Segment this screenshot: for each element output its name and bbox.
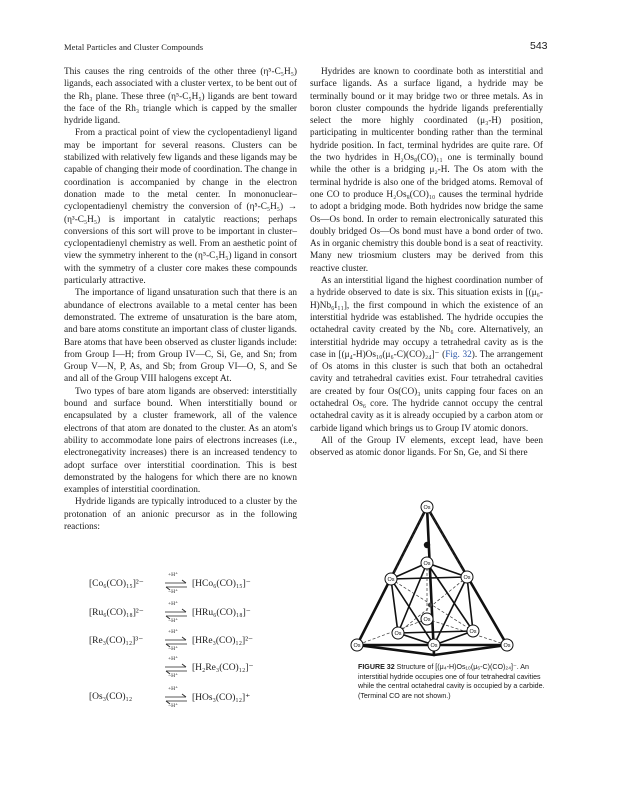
- paragraph-text: As an interstitial ligand the highest coordination number of a hydride observed to date is six. This situation exists in [(μ₆-H)Nb₆I₁₁], the first compound in which the existence of an interstitial hydride was established. The hydride occupies the octahedral cavity created by the Nb₆ core. Alternatively, an interstitial hydride may occupy a tetrahedral cavity as is the case in [(μ₄-H)Os₁₀(μ₆-C)(CO)₂₄]⁻ (: [310, 276, 543, 360]
- reverse-label: −H⁺: [168, 673, 178, 679]
- figure-link[interactable]: Fig. 32: [445, 349, 472, 360]
- reactant: [Os₃(CO)₁₂: [89, 692, 133, 702]
- os-atom-label: Os: [423, 561, 431, 567]
- product: [HRu₆(CO)₁₈]⁻: [192, 608, 251, 618]
- reactant: [Co₆(CO)₁₅]²⁻: [89, 579, 144, 589]
- os-atom-label: Os: [353, 643, 361, 649]
- paragraph: Hydrides are known to coordinate both as interstitial and surface ligands. As a surface ligand, a hydride may be terminally bound or it may bridge two or three metals. As in boron cluster compounds the hydride ligands preferentially select the more highly coordinated (μ₃-H) position, participating in multicenter bonding rather than the terminal hydride position. In fact, terminal hydrides are quite rare. Of the two hydrides in H₂Os₈(CO)₁₁ one is terminally bound while the other is a bridging μ₂-H. The Os atom with the terminal hydride is also one of the bridged atoms. Removal of one CO to produce H₂Os₈(CO)₁₀ causes the terminal hydride to adopt a bridging mode. Both hydrides now bridge the same Os—Os bond. In order to remain electronically saturated this doubly bridged Os—Os bond must have a bond order of two. As in organic chemistry this double bond is a seat of reactivity. Many new triosmium clusters may be derived from this reactive cluster.: [310, 67, 543, 274]
- forward-label: +H⁺: [168, 686, 178, 692]
- reactant: [Re₃(CO)₁₂]³⁻: [89, 636, 144, 646]
- paragraph: From a practical point of view the cyclopentadienyl ligand may be important for several reasons. Clusters can be stabilized with relatively few ligands and these ligands may be capable of changing their mode of coordination. The change in coordination is accompanied by change in the electron donation made to the metal center. In mononuclear–cyclopentadienyl chemistry the conversion of (η⁵-C₅H₅) → (η³-C₅H₅) is important in catalytic reactions; perhaps conversions of this sort will prove to be important in cluster–cyclopentadienyl chemistry as well. From an aesthetic point of view the symmetry inherent to the (η⁵-C₅H₅) ligand in consort with the symmetry of a cluster core makes these compounds particularly attractive.: [64, 128, 297, 287]
- reverse-label: −H⁺: [168, 589, 178, 595]
- protonation-reactions: [64, 572, 304, 722]
- os-atom-label: Os: [423, 617, 431, 623]
- paragraph: This causes the ring centroids of the other three (η⁵-C₅H₅) ligands, each associated with a cluster vertex, to be bent out of the Rh₃ plane. These three (η⁵-C₅H₅) ligands are bent toward the face of the Rh₃ triangle which is capped by the smaller hydride ligand.: [64, 67, 297, 127]
- product: [HRe₃(CO)₁₂]²⁻: [192, 636, 254, 646]
- paragraph-text: ). The arrangement of Os atoms in this cluster is such that both an octahedral cavity and tetrahedral cavities exist. Four tetrahedral cavities are created by four Os(CO)₃ units capping four faces on an octahedral Os₆ core. The hydride cannot occupy the central octahedral cavity as it is already occupied by a carbon atom or carbide ligand which brings us to Group IV atomic donors.: [310, 349, 543, 434]
- forward-label: +H⁺: [168, 572, 178, 578]
- forward-label: +H⁺: [168, 629, 178, 635]
- figure-caption: [358, 663, 558, 701]
- paragraph: Two types of bare atom ligands are observed: interstitially bound and surface bound. When interstitially bound or encapsulated by a cluster framework, all of the valence electrons of that atom are donated to the cluster. As an atom's ability to accommodate lone pairs of electrons increases (i.e., electronegativity increases) there is an increased tendency to adopt surface over interstitial coordination. This is best demonstrated by the halogens for which there are no known examples of interstitial coordination.: [64, 386, 297, 496]
- os-atom-label: Os: [423, 505, 431, 511]
- running-title: Metal Particles and Cluster Compounds: [64, 42, 204, 52]
- carbide-atom: [428, 603, 432, 607]
- os-atom-label: Os: [387, 577, 395, 583]
- reverse-label: −H⁺: [168, 646, 178, 652]
- product: [HCo₆(CO)₁₅]⁻: [192, 579, 251, 589]
- os-atom-label: Os: [463, 575, 471, 581]
- os-atom-label: Os: [430, 643, 438, 649]
- os-atom-label: Os: [503, 643, 511, 649]
- paragraph: The importance of ligand unsaturation such that there is an abundance of electrons available to a metal center has been demonstrated. The extreme of unsaturation is the bare atom, and bare atoms constitute an important class of cluster ligands. Bare atoms that have been observed as cluster ligands include: from Group I—H; from Group IV—C, Si, Ge, and Sn; from Group V—N, P, As, and Sb; from Group VI—O, S, and Se and all of the Group VIII halogens except At.: [64, 288, 297, 385]
- os-atom-label: Os: [469, 629, 477, 635]
- paragraph: [310, 275, 543, 435]
- os-atom-label: Os: [394, 631, 402, 637]
- product: [HOs₃(CO)₁₂]⁺: [192, 693, 251, 703]
- right-column: [310, 66, 543, 460]
- hydride-atom: [424, 542, 430, 548]
- figure-32: [330, 495, 530, 657]
- reactant: [Ru₆(CO)₁₈]²⁻: [89, 608, 144, 618]
- forward-label: +H⁺: [168, 656, 178, 662]
- page-number: 543: [530, 40, 548, 52]
- reverse-label: −H⁺: [168, 618, 178, 624]
- os10-cluster-diagram: [330, 495, 530, 657]
- caption-label: FIGURE 32: [358, 663, 395, 671]
- reverse-label: −H⁺: [168, 703, 178, 709]
- left-column: [64, 66, 297, 533]
- forward-label: +H⁺: [168, 601, 178, 607]
- paragraph: Hydride ligands are typically introduced to a cluster by the protonation of an anionic precursor as in the following reactions:: [64, 497, 297, 532]
- paragraph: All of the Group IV elements, except lead, have been observed as atomic donor ligands. For Sn, Ge, and Si there: [310, 435, 543, 459]
- product: [H₂Re₃(CO)₁₂]⁻: [192, 663, 254, 673]
- caption-text: Structure of [(μ₄-H)Os₁₀(μ₆-C)(CO)₂₄]⁻. An interstitial hydride occupies one of four tetrahedral cavities while the central octahedral cavity is occupied by a carbide. (Terminal CO are not shown.): [358, 663, 545, 700]
